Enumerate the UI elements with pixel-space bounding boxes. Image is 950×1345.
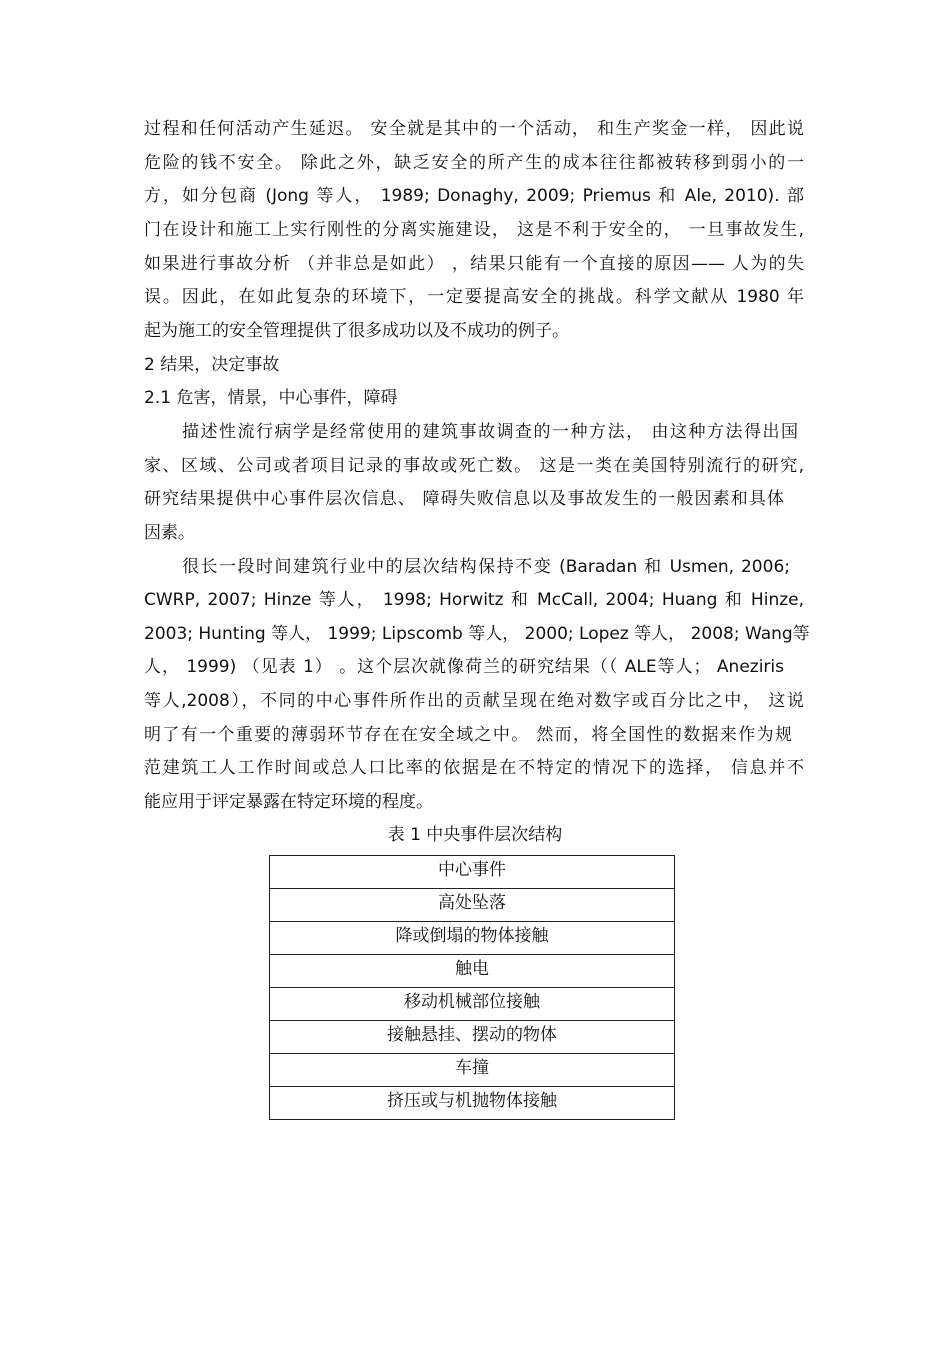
subsection-heading: 2.1 危害，情景，中心事件，障碍 [144,388,398,408]
section-heading: 2 结果，决定事故 [144,355,280,375]
paragraph-line: 能应用于评定暴露在特定环境的程度。 [144,792,433,812]
paragraph-line: 家、区域、公司或者项目记录的事故或死亡数。 这是一类在美国特别流行的研究, [144,456,804,476]
table-header-cell: 中心事件 [270,856,675,889]
paragraph-line: 研究结果提供中心事件层次信息、 障碍失败信息以及事故发生的一般因素和具体 [144,489,784,509]
table-row [270,988,675,1021]
paragraph-line: 很长一段时间建筑行业中的层次结构保持不变 (Baradan 和 Usmen, 2006; [182,557,790,577]
table-cell: 高处坠落 [270,889,675,922]
paragraph-line: 起为施工的安全管理提供了很多成功以及不成功的例子。 [144,321,569,341]
table-cell: 移动机械部位接触 [270,988,675,1021]
table-cell: 接触悬挂、摆动的物体 [270,1021,675,1054]
table-row [270,1021,675,1054]
paragraph-line: 过程和任何活动产生延迟。 安全就是其中的一个活动， 和生产奖金一样， 因此说 [144,119,804,139]
paragraph-line: 因素。 [144,523,195,543]
central-event-table [269,855,675,1120]
paragraph-line: 门在设计和施工上实行刚性的分离实施建设， 这是不利于安全的， 一旦事故发生, [144,220,804,240]
paragraph-line: 人， 1999) （见表 1） 。这个层次就像荷兰的研究结果（（ ALE等人； Aneziris [144,657,784,677]
paragraph-line: 如果进行事故分析 （并非总是如此） ，结果只能有一个直接的原因—— 人为的失 [144,254,804,274]
paragraph-line: 描述性流行病学是经常使用的建筑事故调查的一种方法， 由这种方法得出国 [182,422,798,442]
paragraph-line: 2003; Hunting 等人， 1999; Lipscomb 等人， 2000; Lopez 等人， 2008; Wang等 [144,624,810,644]
table-row [270,889,675,922]
table-cell: 挤压或与机抛物体接触 [270,1087,675,1120]
table-cell: 车撞 [270,1054,675,1087]
paragraph-line: 危险的钱不安全。 除此之外，缺乏安全的所产生的成本往往都被转移到弱小的一 [144,153,804,173]
table-row [270,1054,675,1087]
paragraph-line: 等人,2008），不同的中心事件所作出的贡献呈现在绝对数字或百分比之中， 这说 [144,691,804,711]
paragraph-line: 方，如分包商 (Jong 等人， 1989; Donaghy, 2009; Priemus 和 Ale, 2010). 部 [144,186,804,206]
paragraph-line: CWRP, 2007; Hinze 等人， 1998; Horwitz 和 McCall, 2004; Huang 和 Hinze, [144,590,804,610]
table-cell: 降或倒塌的物体接触 [270,922,675,955]
table-cell: 触电 [270,955,675,988]
table-row [270,856,675,889]
paragraph-line: 范建筑工人工作时间或总人口比率的依据是在不特定的情况下的选择， 信息并不 [144,758,804,778]
table-row [270,922,675,955]
table-row [270,1087,675,1120]
paragraph-line: 误。因此，在如此复杂的环境下，一定要提高安全的挑战。科学文献从 1980 年 [144,287,804,307]
table-row [270,955,675,988]
paragraph-line: 明了有一个重要的薄弱环节存在在安全域之中。 然而，将全国性的数据来作为规 [144,725,792,745]
table-caption: 表 1 中央事件层次结构 [387,825,563,845]
